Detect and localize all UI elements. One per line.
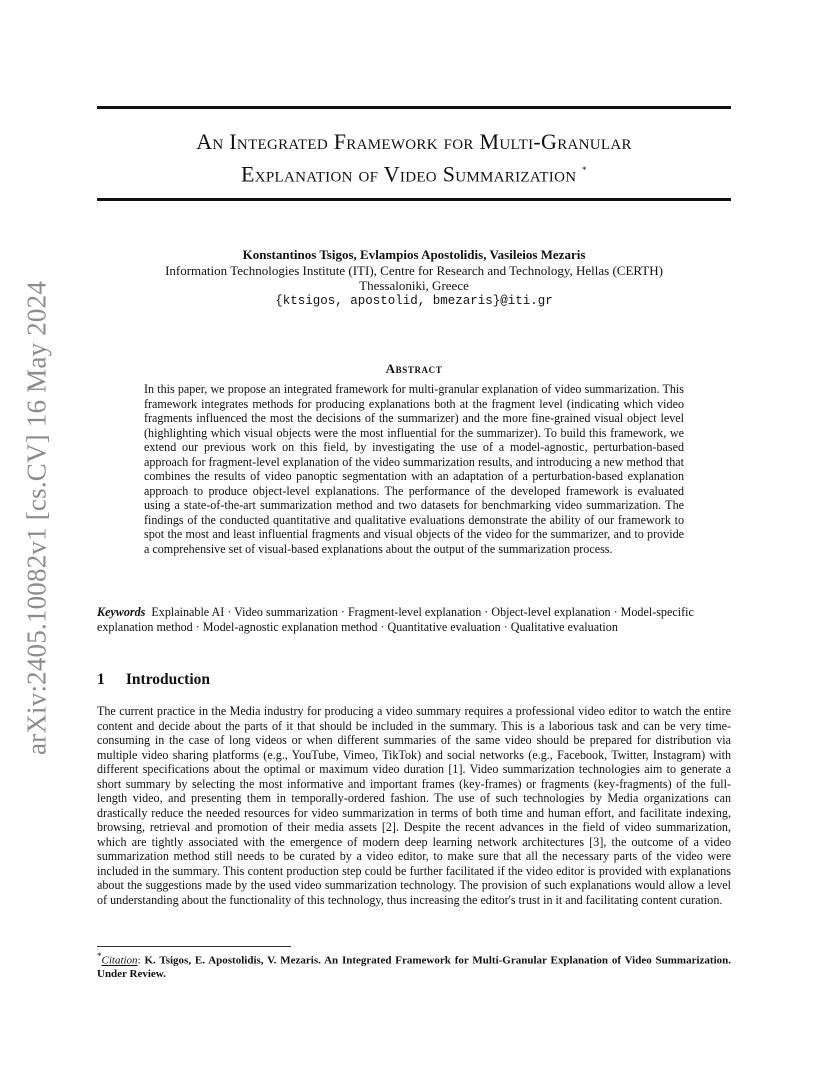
footnote-rule	[97, 946, 291, 947]
title-line-1	[97, 127, 731, 156]
title-line-1-text: An Integrated Framework for Multi-Granular	[196, 129, 632, 154]
author-names: Konstantinos Tsigos, Evlampios Apostolidis, Vasileios Mezaris	[242, 247, 586, 262]
author-block	[97, 247, 731, 309]
keywords-label: Keywords	[97, 605, 146, 619]
arxiv-side-stamp	[21, 275, 53, 760]
arxiv-identifier: arXiv:2405.10082v1 [cs.CV] 16 May 2024	[21, 280, 52, 755]
abstract-heading	[97, 361, 731, 377]
title-bottom-rule	[97, 198, 731, 201]
section-number: 1	[97, 671, 105, 688]
title-top-rule	[97, 106, 731, 109]
footnote-marker: *	[97, 951, 102, 961]
author-affiliation: Information Technologies Institute (ITI), Centre for Research and Technology, Hellas (CERTH)	[165, 262, 663, 278]
title-footnote-marker: *	[582, 165, 587, 175]
paper-title	[97, 127, 731, 188]
introduction-paragraph: The current practice in the Media industry for producing a video summary requires a professional video editor to watch the entire content and decide about the parts of it that should be included in the summary. This is a laborious task and can be very time-consuming in the case of long videos or when different summaries of the same video should be prepared for distribution via multiple video sharing platforms (e.g., YouTube, Vimeo, TikTok) and social networks (e.g., Facebook, Twitter, Instagram) with different specifications about the optimal or maximum video duration [1]. Video summarization technologies aim to generate a short summary by selecting the most informative and important frames (key-frames) or fragments (key-fragments) of the full-length video, and presenting them in temporally-ordered fashion. The use of such technologies by Media organizations can drastically reduce the needed resources for video summarization in terms of both time and human effort, and facilitate indexing, browsing, retrieval and promotion of their media assets [2]. Despite the recent advances in the field of video summarization, which are tightly associated with the emergence of modern deep learning network architectures [3], the outcome of a video summarization method still needs to be curated by a video editor, to make sure that all the necessary parts of the video were included in the summary. This content production step could be further facilitated if the video editor is provided with explanations about the suggestions made by the used video summarization technology. The provision of such explanations would allow a level of understanding about the functionality of this technology, thus increasing the editor's trust in it and facilitating content curation.	[97, 704, 731, 907]
section-title: Introduction	[125, 671, 210, 688]
title-line-2-text: Explanation of Video Summarization	[241, 161, 577, 187]
section-heading-introduction	[97, 671, 731, 689]
keywords	[97, 605, 731, 634]
abstract-heading-text: Abstract	[385, 361, 443, 376]
keywords-text: Explainable AI · Video summarization · Fragment-level explanation · Object-level explanation · Model-specific explanation method · Model-agnostic explanation method · Quantitative evaluation · Qualitative evaluation	[97, 605, 694, 634]
author-email: {ktsigos, apostolid, bmezaris}@iti.gr	[275, 293, 553, 308]
footnote-citation-label: Citation	[101, 954, 138, 967]
footnote	[97, 950, 731, 982]
title-line-2	[97, 156, 731, 188]
footnote-separator: :	[137, 954, 141, 967]
abstract-text: In this paper, we propose an integrated framework for multi-granular explanation of video summarization. This framework integrates methods for producing explanations both at the fragment level (indicating which video fragments influenced the most the decisions of the summarizer) and the more fine-grained visual object level (highlighting which visual objects were the most influential for the summarizer). To build this framework, we extend our previous work on this field, by investigating the use of a model-agnostic, perturbation-based approach for fragment-level explanation of the video summarization results, and introducing a new method that combines the results of video panoptic segmentation with an adaptation of a perturbation-based explanation approach to produce object-level explanations. The performance of the developed framework is evaluated using a state-of-the-art summarization method and two datasets for benchmarking video summarization. The findings of the conducted quantitative and qualitative evaluations demonstrate the ability of our framework to spot the most and least influential fragments and visual objects of the video for the summarizer, and to provide a comprehensive set of visual-based explanations about the output of the summarization process.	[144, 382, 684, 556]
footnote-text: K. Tsigos, E. Apostolidis, V. Mezaris. An Integrated Framework for Multi-Granular Explanation of Video Summarization. Under Review.	[97, 954, 731, 981]
author-location: Thessaloniki, Greece	[359, 278, 469, 293]
